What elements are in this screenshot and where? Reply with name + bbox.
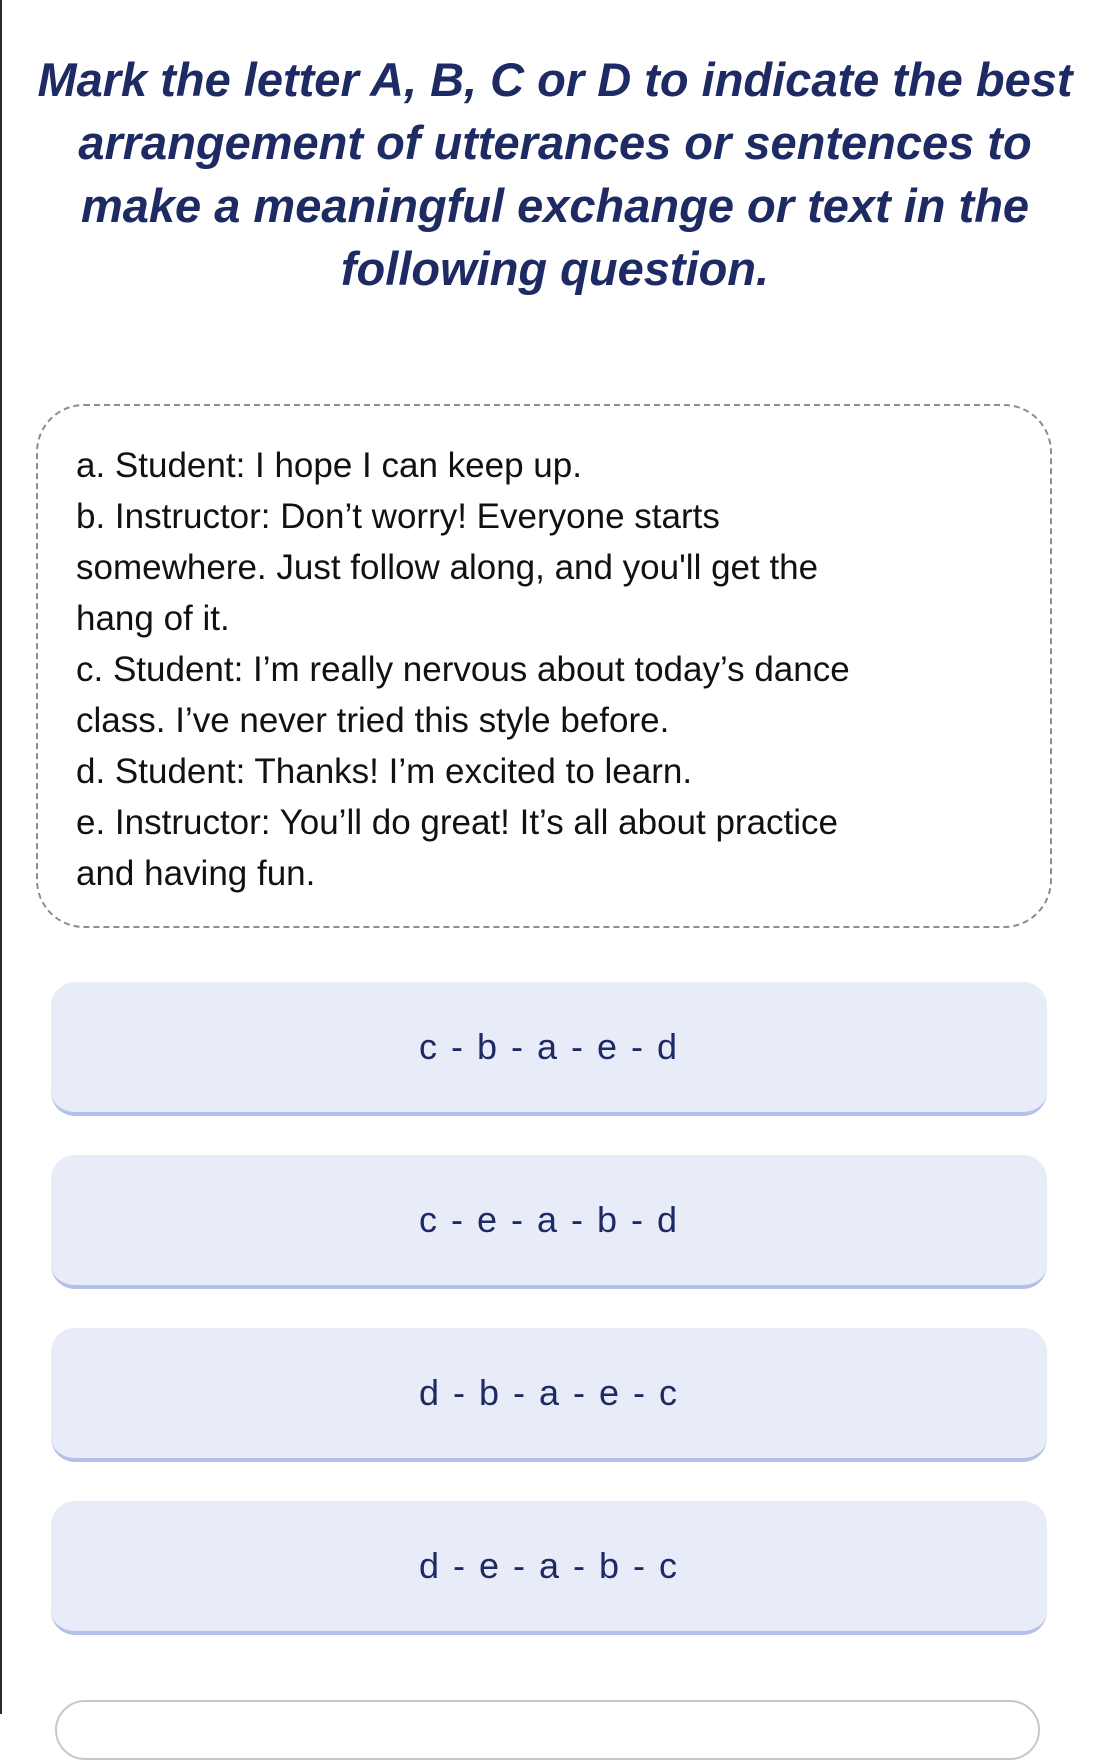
- next-card-edge: [55, 1700, 1040, 1760]
- passage-line: e. Instructor: You’ll do great! It’s all about practice: [76, 803, 839, 842]
- answer-option-a[interactable]: [51, 982, 1047, 1116]
- question-instruction: Mark the letter A, B, C or D to indicate the best arrangement of utterances or sentences to make a meaningful exchange or text in the following question.: [37, 53, 1073, 295]
- answer-option-c[interactable]: [51, 1328, 1047, 1462]
- left-edge-line: [0, 0, 2, 1714]
- passage-line: hang of it.: [76, 599, 230, 638]
- answer-option-label: d - b - a - e - c: [418, 1372, 680, 1413]
- dialogue-passage: [76, 440, 1036, 899]
- answer-option-label: c - b - a - e - d: [418, 1026, 680, 1067]
- answer-option-label: c - e - a - b - d: [418, 1199, 680, 1240]
- passage-line: d. Student: Thanks! I’m excited to learn.: [76, 752, 693, 791]
- answer-option-label: d - e - a - b - c: [418, 1545, 680, 1586]
- answer-option-b[interactable]: [51, 1155, 1047, 1289]
- passage-line: a. Student: I hope I can keep up.: [76, 446, 582, 485]
- answer-option-d[interactable]: [51, 1501, 1047, 1635]
- passage-line: and having fun.: [76, 854, 316, 893]
- passage-line: class. I’ve never tried this style before.: [76, 701, 670, 740]
- passage-line: somewhere. Just follow along, and you'll get the: [76, 548, 819, 587]
- passage-line: c. Student: I’m really nervous about today’s dance: [76, 650, 850, 689]
- passage-line: b. Instructor: Don’t worry! Everyone starts: [76, 497, 720, 536]
